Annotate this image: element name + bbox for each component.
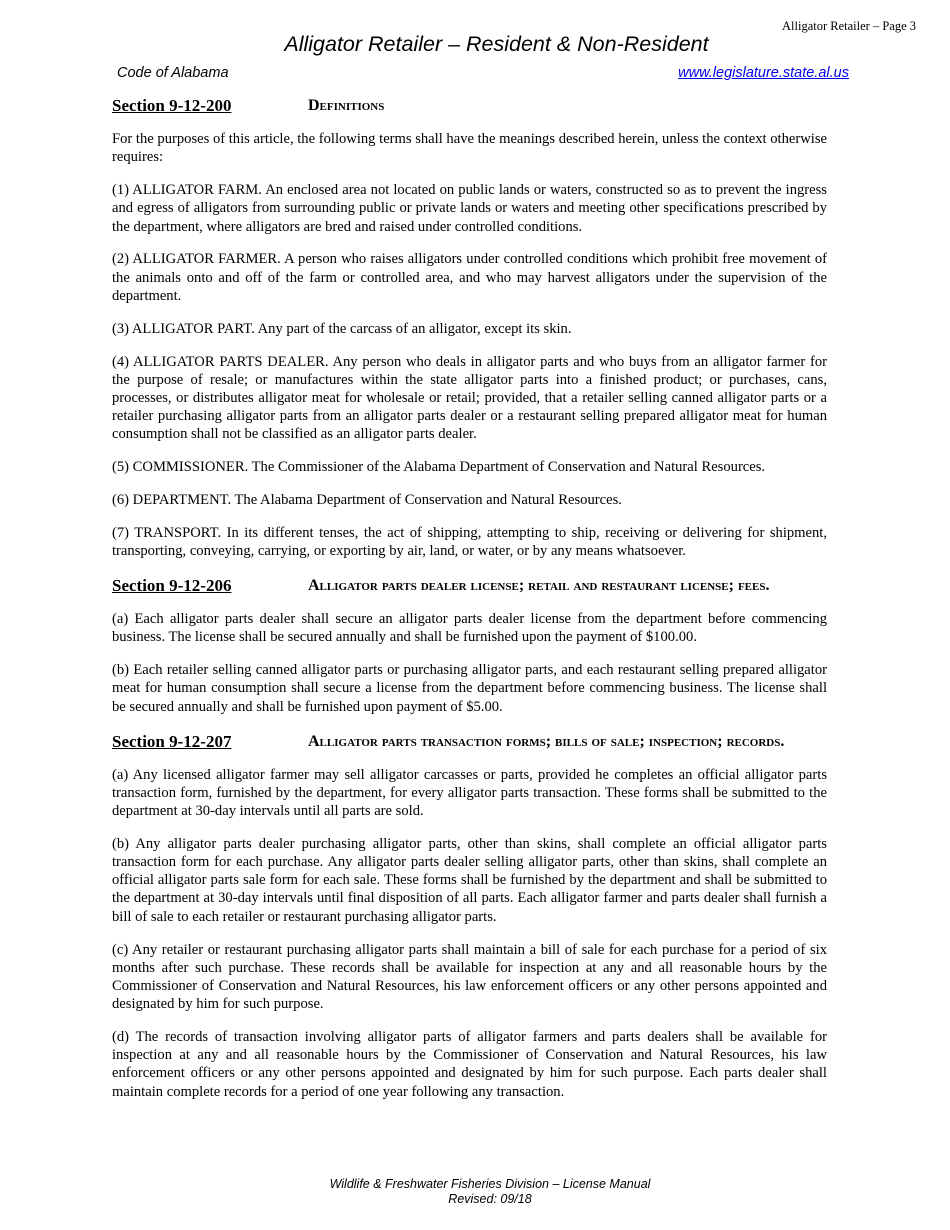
- paragraph: (c) Any retailer or restaurant purchasing alligator parts shall maintain a bill of sale for each purchase for a period of six months after such purchase. These records shall be available for inspection at any and all reasonable hours by the Commissioner of Conservation and Natural Resources, his law enforcement officers or any other persons appointed and designated by him for such purpose.: [112, 941, 827, 1013]
- page-footer: [0, 1177, 950, 1207]
- footer-revision-date: Revised: 09/18: [448, 1192, 532, 1206]
- section-title: Alligator parts transaction forms; bills of sale; inspection; records.: [308, 732, 785, 750]
- definition-commissioner: (5) COMMISSIONER. The Commissioner of the Alabama Department of Conservation and Natural Resources.: [112, 459, 766, 476]
- definition-alligator-farm: (1) ALLIGATOR FARM. An enclosed area not located on public lands or waters, constructed so as to prevent the ingress and egress of alligators from surrounding public or private lands or waters and meeting other specifications prescribed by the department, where alligators are bred and raised under controlled conditions.: [112, 182, 827, 235]
- paragraph: (b) Any alligator parts dealer purchasing alligator parts, other than skins, shall complete an official alligator parts transaction form for each purchase. Any alligator parts dealer selling alligator parts, other than skins, shall complete an official alligator parts sale form for each sale. These forms shall be furnished by the department and shall be submitted to the department at 30-day intervals until final disposition of all parts. Each alligator farmer and parts dealer shall furnish a bill of sale to each retailer or restaurant purchasing alligator parts.: [112, 835, 827, 925]
- paragraph: (b) Each retailer selling canned alligator parts or purchasing alligator parts, and each restaurant selling prepared alligator meat for human consumption shall secure a license from the department before commencing business. The license shall be secured annually and shall be furnished upon payment of $5.00.: [112, 662, 827, 715]
- definition-alligator-farmer: (2) ALLIGATOR FARMER. A person who raises alligators under controlled conditions which prohibit free movement of the animals onto and off of the farm or controlled area, and who may harvest alligators under the supervision of the department.: [112, 251, 827, 304]
- definition-department: (6) DEPARTMENT. The Alabama Department of Conservation and Natural Resources.: [112, 492, 622, 509]
- section-number: Section 9-12-207: [112, 731, 232, 751]
- section-number: Section 9-12-200: [112, 96, 232, 115]
- paragraph: (a) Each alligator parts dealer shall secure an alligator parts dealer license from the department before commencing business. The license shall be secured annually and shall be furnished upon the payment of $100.00.: [112, 611, 827, 646]
- document-title: Alligator Retailer – Resident & Non-Resident: [284, 32, 709, 56]
- section-9-12-207: [112, 731, 827, 1101]
- section-number: Section 9-12-206: [112, 576, 232, 596]
- section-title: Alligator parts dealer license; retail and restaurant license; fees.: [308, 577, 770, 595]
- footer-manual-title: Wildlife & Freshwater Fisheries Division – License Manual: [329, 1177, 651, 1191]
- section-title: Definitions: [308, 97, 385, 114]
- section-heading: [112, 95, 827, 116]
- page-label: Alligator Retailer – Page 3: [782, 19, 916, 33]
- section-heading: [112, 575, 827, 596]
- definition-transport: (7) TRANSPORT. In its different tenses, the act of shipping, attempting to ship, receiving or delivering for shipment, transporting, conveying, carrying, or exporting by air, land, or water, or by any means whatsoever.: [112, 525, 827, 560]
- paragraph: (d) The records of transaction involving alligator parts of alligator farmers and parts dealers shall be available for inspection at any and all reasonable hours by the Commissioner of Conservation and Natural Resources, his law enforcement officers or any other persons appointed and designated by him for such purpose. Each parts dealer shall maintain complete records for a period of one year following any transaction.: [112, 1029, 827, 1100]
- definition-alligator-parts-dealer: (4) ALLIGATOR PARTS DEALER. Any person who deals in alligator parts and who buys from an alligator farmer for the purpose of resale; or manufactures within the state alligator parts into a finished product; or purchases, cans, processes, or distributes alligator meat for wholesale or retail; provided, that a retailer selling canned alligator parts or a retailer purchasing alligator parts from an alligator parts dealer or a restaurant selling prepared alligator meat for human consumption shall not be classified as an alligator parts dealer.: [112, 353, 827, 443]
- definition-alligator-part: (3) ALLIGATOR PART. Any part of the carcass of an alligator, except its skin.: [112, 320, 572, 337]
- legislature-website-link[interactable]: www.legislature.state.al.us: [678, 65, 849, 81]
- paragraph: For the purposes of this article, the following terms shall have the meanings described herein, unless the context otherwise requires:: [112, 131, 827, 166]
- section-heading: [112, 731, 827, 752]
- paragraph: (a) Any licensed alligator farmer may sell alligator carcasses or parts, provided he completes an official alligator parts transaction form, furnished by the department, for every alligator parts transaction. These forms shall be submitted to the department at 30-day intervals until all parts are sold.: [112, 766, 827, 819]
- code-of-alabama-label: Code of Alabama: [117, 65, 229, 81]
- document-body: [112, 95, 827, 1116]
- section-9-12-200: [112, 95, 827, 560]
- section-9-12-206: [112, 575, 827, 716]
